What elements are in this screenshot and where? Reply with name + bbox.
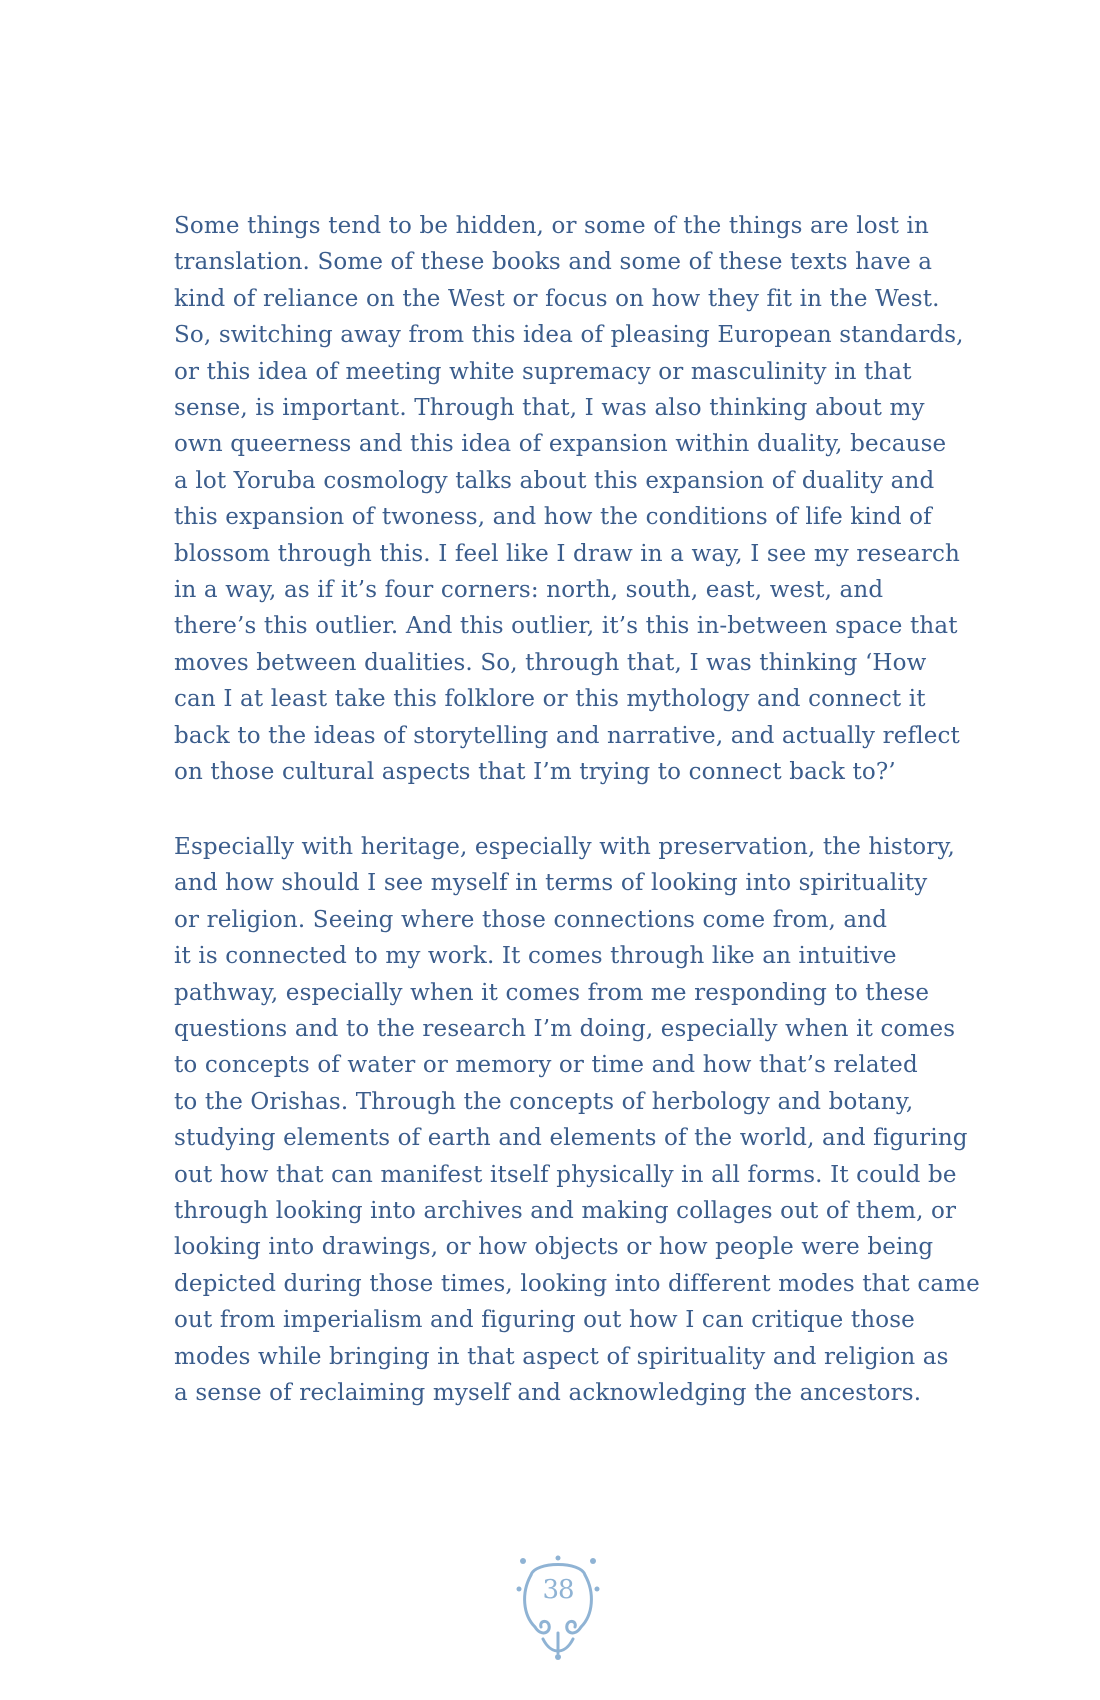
paragraph-2 <box>174 829 980 1412</box>
paragraph-1 <box>174 208 964 791</box>
text-line: moves between dualities. So, through that, I was thinking ‘How <box>174 649 927 676</box>
text-line: in a way, as if it’s four corners: north, south, east, west, and <box>174 577 884 604</box>
text-line: and how should I see myself in terms of looking into spirituality <box>174 870 928 897</box>
text-line: So, switching away from this idea of pleasing European standards, <box>174 322 964 349</box>
text-line: questions and to the research I’m doing, especially when it comes <box>174 1016 956 1043</box>
text-line: depicted during those times, looking into different modes that came <box>174 1270 980 1297</box>
text-line: this expansion of twoness, and how the conditions of life kind of <box>174 504 932 531</box>
text-line: blossom through this. I feel like I draw in a way, I see my research <box>174 540 961 567</box>
text-line: out how that can manifest itself physically in all forms. It could be <box>174 1161 957 1188</box>
text-line: or this idea of meeting white supremacy or masculinity in that <box>174 358 912 385</box>
ornamental-scroll-icon <box>513 1553 603 1663</box>
text-line: sense, is important. Through that, I was also thinking about my <box>174 395 925 422</box>
text-line: pathway, especially when it comes from me responding to these <box>174 979 930 1006</box>
text-line: looking into drawings, or how objects or how people were being <box>174 1234 934 1261</box>
text-line: modes while bringing in that aspect of spirituality and religion as <box>174 1343 949 1370</box>
text-line: a lot Yoruba cosmology talks about this expansion of duality and <box>174 467 935 494</box>
text-line: Some things tend to be hidden, or some of the things are lost in <box>174 213 930 239</box>
text-line: studying elements of earth and elements of the world, and figuring <box>174 1125 968 1152</box>
text-line: on those cultural aspects that I’m trying to connect back to?’ <box>174 759 896 786</box>
page-number-ornament <box>513 1553 603 1663</box>
text-line: back to the ideas of storytelling and narrative, and actually reflect <box>174 722 960 749</box>
text-line: to concepts of water or memory or time and how that’s related <box>174 1052 918 1079</box>
text-line: or religion. Seeing where those connections come from, and <box>174 906 888 933</box>
text-line: kind of reliance on the West or focus on how they fit in the West. <box>174 285 940 312</box>
text-line: can I at least take this folklore or this mythology and connect it <box>174 686 926 713</box>
text-line: own queerness and this idea of expansion within duality, because <box>174 431 947 458</box>
text-line: Especially with heritage, especially with preservation, the history, <box>174 834 955 860</box>
text-line: a sense of reclaiming myself and acknowledging the ancestors. <box>174 1380 922 1407</box>
text-line: translation. Some of these books and some of these texts have a <box>174 249 933 276</box>
text-line: to the Orishas. Through the concepts of herbology and botany, <box>174 1088 914 1115</box>
text-line: there’s this outlier. And this outlier, it’s this in-between space that <box>174 613 958 640</box>
page-number: 38 <box>542 1575 574 1605</box>
text-line: through looking into archives and making collages out of them, or <box>174 1198 957 1225</box>
text-line: it is connected to my work. It comes through like an intuitive <box>174 943 897 970</box>
text-line: out from imperialism and figuring out how I can critique those <box>174 1307 915 1334</box>
